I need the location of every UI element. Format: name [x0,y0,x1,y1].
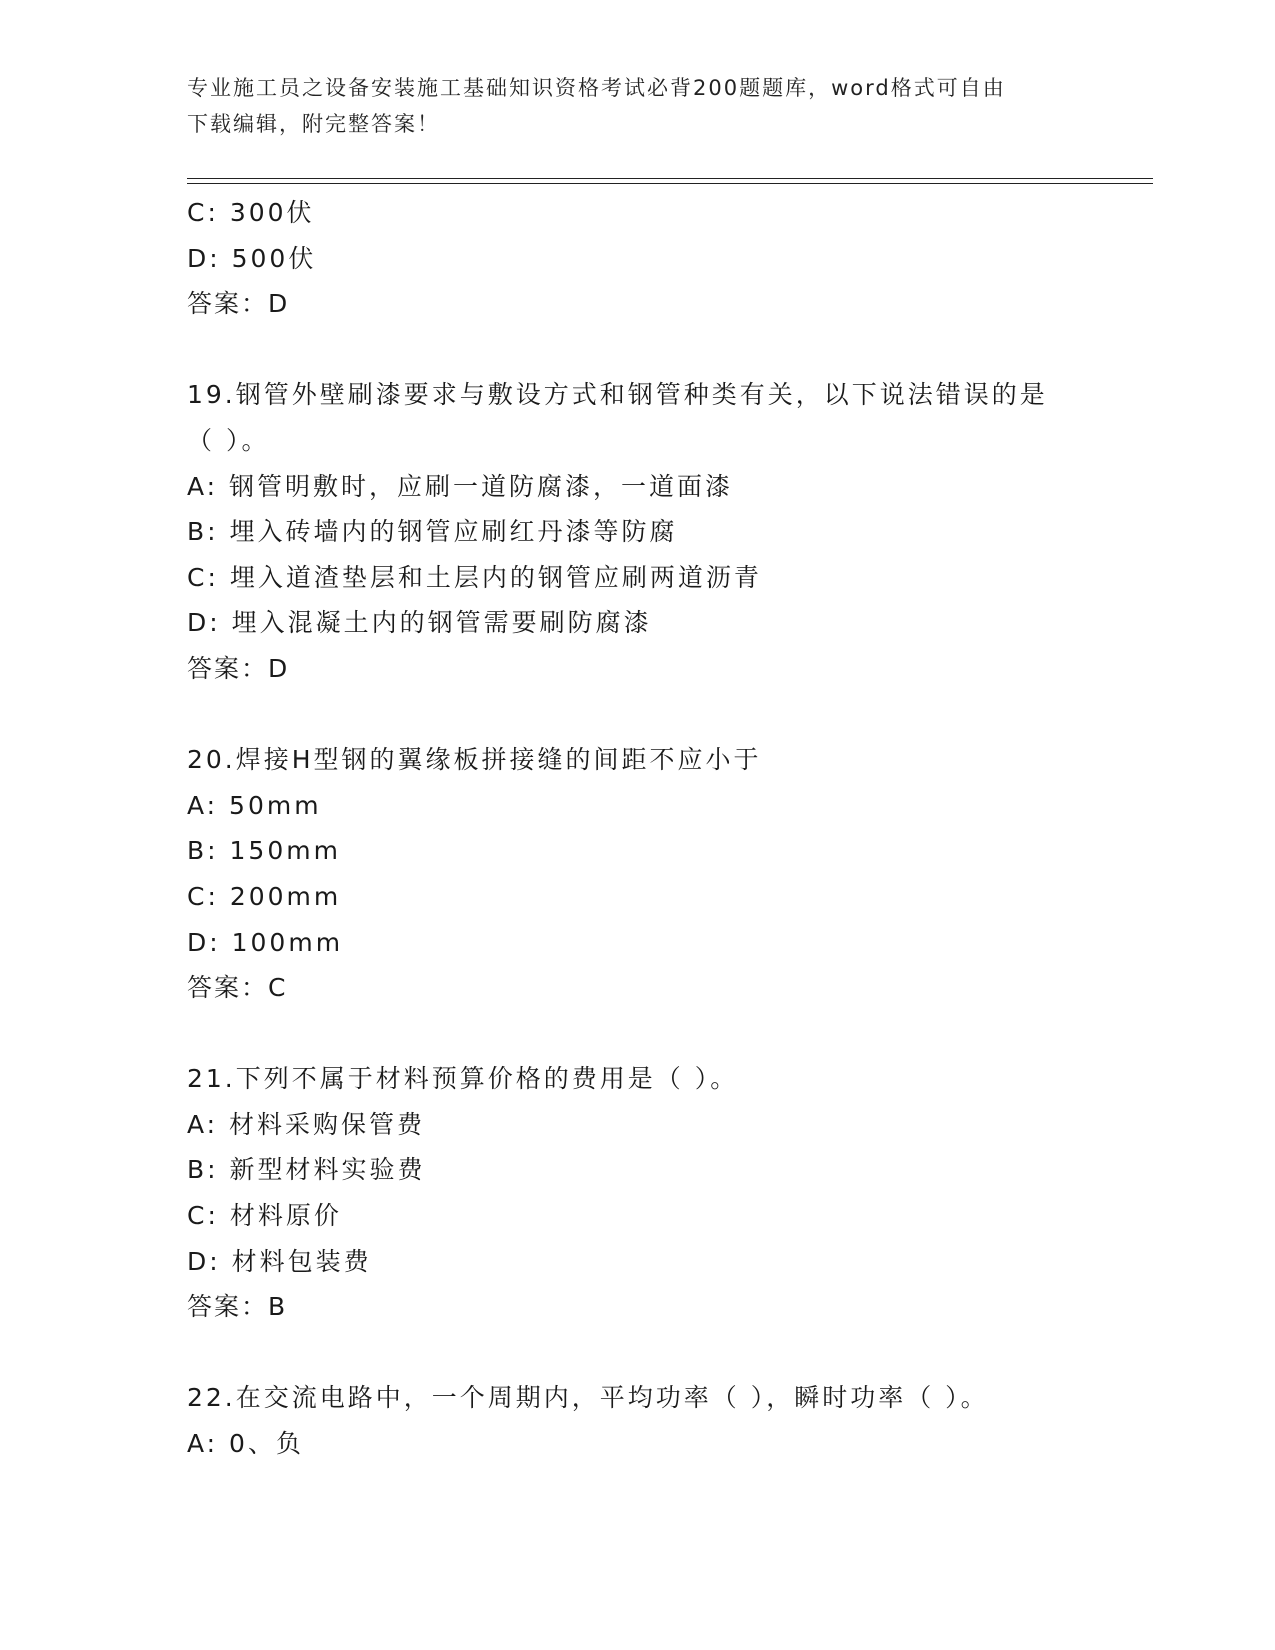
header-divider-bottom [187,183,1153,184]
question-21-option-d: D: 材料包装费 [187,1246,372,1276]
question-20-option-c: C: 200mm [187,881,342,911]
question-20-option-d: D: 100mm [187,927,344,957]
question-21-option-c: C: 材料原价 [187,1201,342,1231]
header-line-2: 下载编辑，附完整答案！ [187,112,440,136]
option-d: D: 500伏 [187,243,317,273]
question-20-option-b: B: 150mm [187,836,341,866]
spacer [187,1330,1087,1376]
spacer [187,327,1087,373]
question-22-text: 22.在交流电路中，一个周期内，平均功率（ ），瞬时功率（ ）。 [187,1383,989,1413]
question-19-text: 19.钢管外壁刷漆要求与敷设方式和钢管种类有关，以下说法错误的是 [187,380,1048,410]
question-19-text-cont: （ ）。 [187,425,270,455]
question-19-option-b: B: 埋入砖墙内的钢管应刷红丹漆等防腐 [187,517,678,547]
question-19-option-c: C: 埋入道渣垫层和土层内的钢管应刷两道沥青 [187,562,762,592]
option-c: C: 300伏 [187,198,315,227]
question-19-option-a: A: 钢管明敷时，应刷一道防腐漆，一道面漆 [187,471,734,501]
header-line-1: 专业施工员之设备安装施工基础知识资格考试必背200题题库，word格式可自由 [187,76,1006,100]
header-divider-top [187,178,1153,179]
question-20-option-a: A: 50mm [187,790,322,820]
answer-19: 答案：D [187,653,290,683]
question-20-text: 20.焊接H型钢的翼缘板拼接缝的间距不应小于 [187,745,762,775]
question-21-option-b: B: 新型材料实验费 [187,1155,426,1185]
question-21-option-a: A: 材料采购保管费 [187,1109,426,1139]
answer-21: 答案：B [187,1292,288,1322]
answer-20: 答案：C [187,973,288,1003]
question-22-option-a: A: 0、负 [187,1429,304,1459]
question-21-text: 21.下列不属于材料预算价格的费用是（ ）。 [187,1064,739,1094]
answer-18: 答案：D [187,289,290,319]
spacer [187,1011,1087,1057]
document-header [187,70,1067,142]
spacer [187,692,1087,738]
question-19-option-d: D: 埋入混凝土内的钢管需要刷防腐漆 [187,608,652,638]
question-list [187,190,1087,1467]
